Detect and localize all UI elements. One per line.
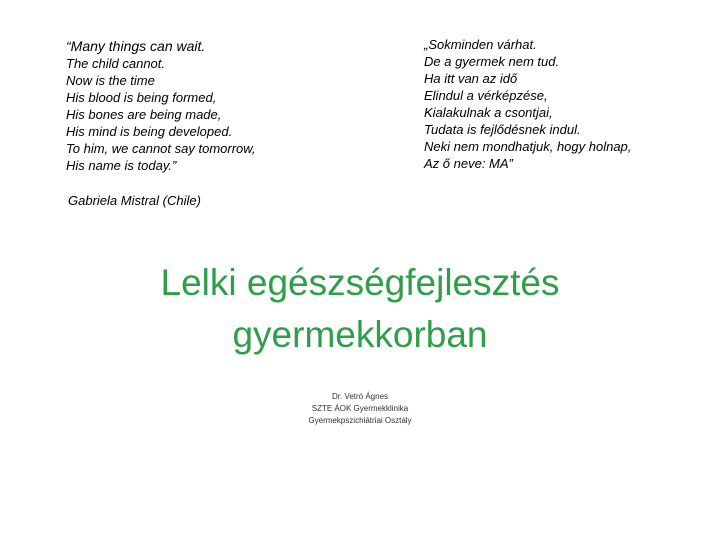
poem-hungarian-line: De a gyermek nem tud. (424, 54, 560, 69)
slide-title-line-1: Lelki egészségfejlesztés (160, 262, 560, 303)
author-department: Gyermekpszichiátriai Osztály (308, 416, 412, 425)
poem-english-line: His bones are being made, (66, 107, 222, 122)
poem-english-line: His mind is being developed. (66, 124, 233, 139)
poem-hungarian-line: Az ő neve: MA” (424, 156, 513, 171)
poem-hungarian (424, 36, 631, 172)
poem-hungarian-line: Neki nem mondhatjuk, hogy holnap, (424, 139, 632, 154)
slide-title (0, 257, 720, 361)
author-institution: SZTE ÁOK Gyermekklinika (311, 404, 409, 413)
poem-english-line: To him, we cannot say tomorrow, (66, 141, 256, 156)
poem-hungarian-line: Ha itt van az idő (424, 71, 518, 86)
poem-hungarian-line: „Sokminden várhat. (424, 37, 537, 52)
author-block (0, 391, 720, 427)
poem-english-line: Now is the time (66, 73, 155, 88)
poem-english (66, 38, 256, 174)
poem-english-line: “Many things can wait. (66, 38, 206, 54)
poem-hungarian-line: Tudata is fejlődésnek indul. (424, 122, 581, 137)
poem-hungarian-line: Elindul a vérképzése, (424, 88, 548, 103)
poem-english-line: His name is today.” (66, 158, 177, 173)
poem-english-line: The child cannot. (66, 56, 166, 71)
poem-hungarian-line: Kialakulnak a csontjai, (424, 105, 553, 120)
author-name: Dr. Vetró Ágnes (331, 392, 389, 401)
poem-attribution: Gabriela Mistral (Chile) (68, 193, 201, 208)
poem-english-line: His blood is being formed, (66, 90, 217, 105)
slide-title-line-2: gyermekkorban (232, 314, 488, 355)
